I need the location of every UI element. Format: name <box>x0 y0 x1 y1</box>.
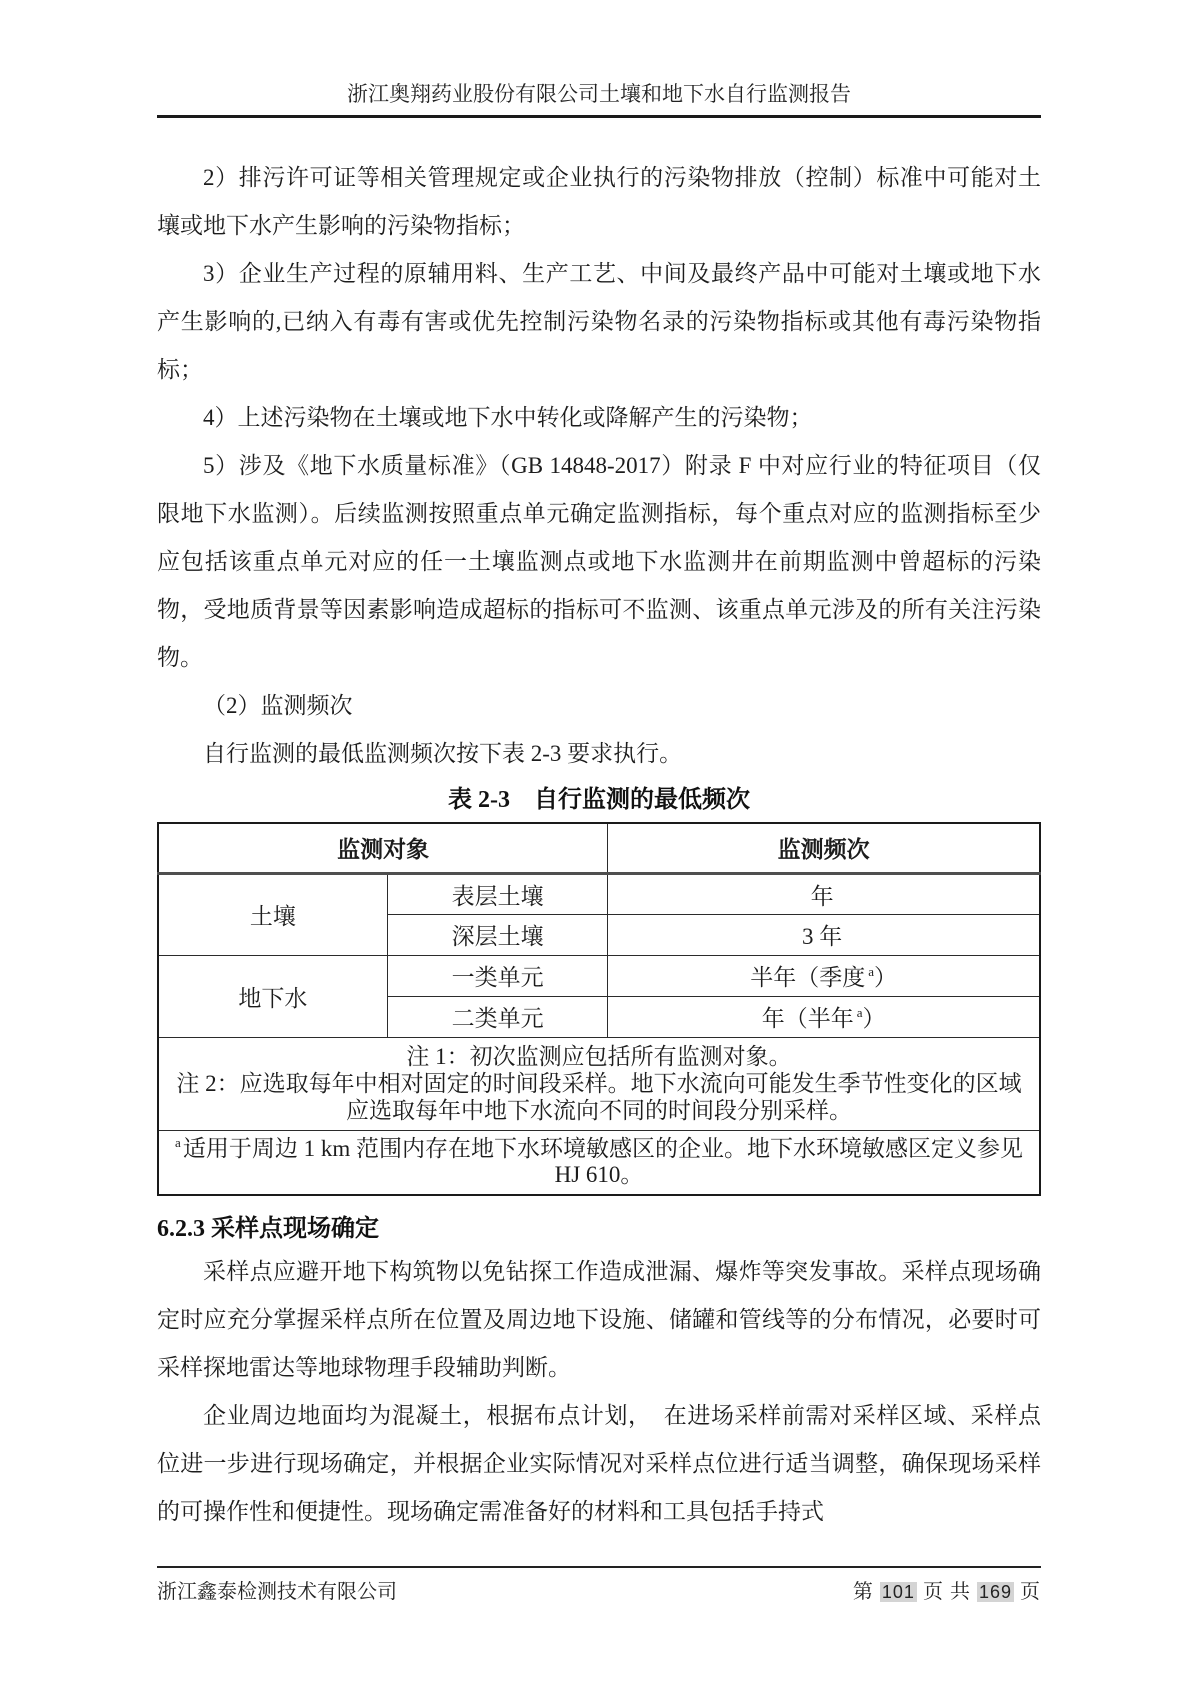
header-cell-frequency: 监测频次 <box>608 823 1040 873</box>
report-title: 浙江奥翔药业股份有限公司土壤和地下水自行监测报告 <box>347 82 851 106</box>
page-content <box>157 154 1041 1536</box>
paragraph-sampling-point: 采样点应避开地下构筑物以免钻探工作造成泄漏、爆炸等突发事故。采样点现场确定时应充分掌握采样点所在位置及周边地下设施、储罐和管线等的分布情况，必要时可采样探地雷达等地球物理手段辅助判断。 <box>157 1258 1041 1380</box>
page-header <box>157 82 1041 118</box>
paragraph-monitoring-frequency-label: （2）监测频次 <box>203 693 353 718</box>
table-caption: 表 2-3 自行监测的最低频次 <box>448 787 750 813</box>
cell-sub-deep-soil: 深层土壤 <box>387 914 608 955</box>
table-row <box>158 955 1040 996</box>
cell-group-soil: 土壤 <box>158 873 387 955</box>
total-pages-field: 169 <box>978 1582 1012 1602</box>
table-footnote-cell <box>158 1130 1040 1195</box>
cell-freq-class2-unit: 年（半年 $^a$） <box>608 996 1040 1037</box>
cell-freq-deep-soil: 3 年 <box>608 914 1040 955</box>
cell-freq-class1-unit: 半年（季度 $^a$） <box>608 955 1040 996</box>
footnote-text: 适用于周边 1 km 范围内存在地下水环境敏感区的企业。地下水环境敏感区定义参见 HJ 610。 <box>182 1135 1023 1187</box>
paragraph-item-4: 4）上述污染物在土壤或地下水中转化或降解产生的污染物； <box>203 405 813 430</box>
table-notes-cell <box>158 1037 1040 1130</box>
section-heading-6-2-3: 6.2.3 采样点现场确定 <box>157 1215 379 1242</box>
table-footnote-row <box>158 1130 1040 1195</box>
current-page-field: 101 <box>881 1582 915 1602</box>
paragraph-site-confirmation: 企业周边地面均为混凝土，根据布点计划， 在进场采样前需对采样区域、采样点位进一步进行现场确定，并根据企业实际情况对采样点位进行适当调整，确保现场采样的可操作性和便捷性。现场确定需准备好的材料和工具包括手持式 <box>157 1402 1041 1524</box>
header-cell-object: 监测对象 <box>158 823 608 873</box>
cell-sub-class2-unit: 二类单元 <box>387 996 608 1037</box>
paragraph-item-2: 2）排污许可证等相关管理规定或企业执行的污染物排放（控制）标准中可能对土壤或地下水产生影响的污染物指标； <box>157 165 1041 238</box>
cell-sub-class1-unit: 一类单元 <box>387 955 608 996</box>
page-footer <box>157 1566 1041 1604</box>
footer-company-name: 浙江鑫泰检测技术有限公司 <box>157 1581 397 1603</box>
cell-group-groundwater: 地下水 <box>158 955 387 1037</box>
paragraph-frequency-intro: 自行监测的最低监测频次按下表 2-3 要求执行。 <box>203 741 683 766</box>
paragraph-item-5: 5）涉及《地下水质量标准》（GB 14848-2017）附录 F 中对应行业的特征项目（仅限地下水监测）。后续监测按照重点单元确定监测指标，每个重点对应的监测指标至少应包括该重点单元对应的任一土壤监测点或地下水监测井在前期监测中曾超标的污染物，受地质背景等因素影响造成超标的指标可不监测、该重点单元涉及的所有关注污染物。 <box>157 453 1041 670</box>
cell-freq-surface-soil: 年 <box>608 873 1040 914</box>
table-note-2: 注 2：应选取每年中相对固定的时间段采样。地下水流向可能发生季节性变化的区域应选取每年中地下水流向不同的时间段分别采样。 <box>176 1070 1022 1123</box>
table-notes-row <box>158 1037 1040 1130</box>
section-body <box>157 1248 1041 1536</box>
monitoring-frequency-table <box>157 822 1041 1196</box>
table-header-row <box>158 823 1040 873</box>
table-row <box>158 873 1040 914</box>
footnote-ref: a <box>868 964 875 980</box>
table-note-1: 注 1：初次监测应包括所有监测对象。 <box>406 1043 792 1069</box>
footnote-marker: a <box>175 1134 181 1150</box>
footer-page-number: 第 101 页 共 169 页 <box>852 1581 1041 1603</box>
cell-sub-surface-soil: 表层土壤 <box>387 873 608 914</box>
paragraph-item-3: 3）企业生产过程的原辅用料、生产工艺、中间及最终产品中可能对土壤或地下水产生影响的,已纳入有毒有害或优先控制污染物名录的污染物指标或其他有毒污染物指标； <box>157 261 1041 382</box>
footnote-ref: a <box>856 1005 863 1021</box>
